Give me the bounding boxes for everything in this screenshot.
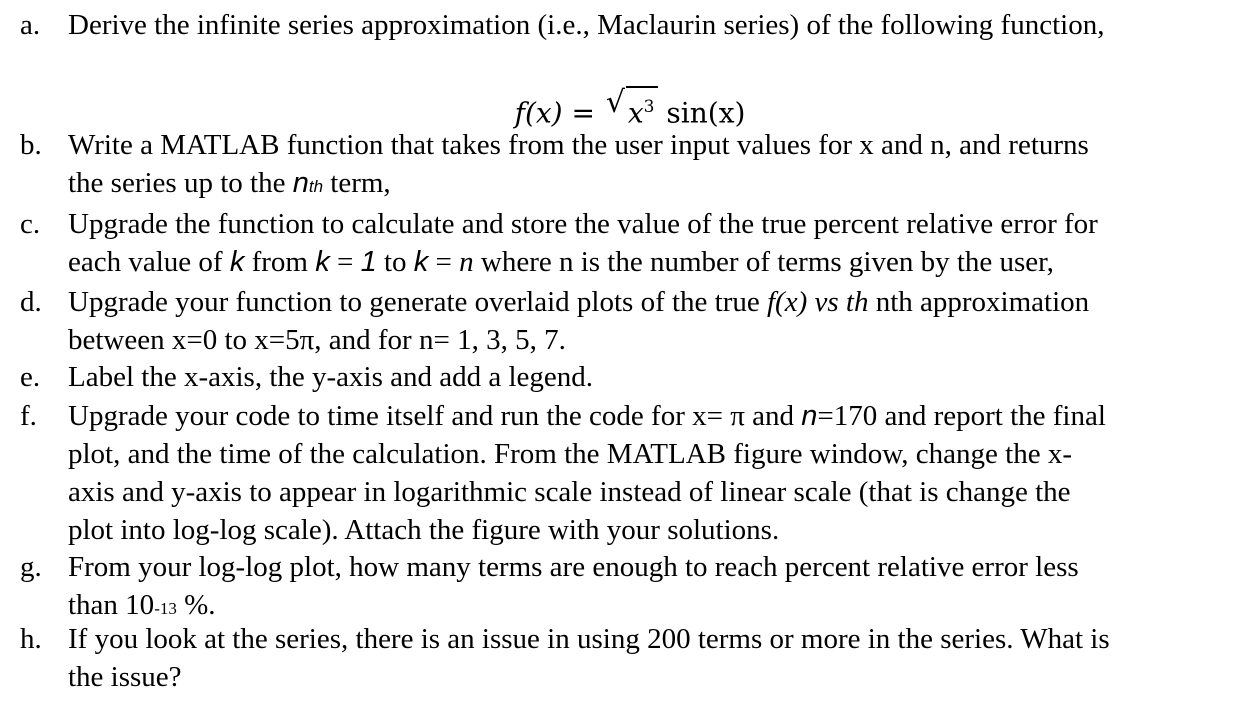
text-span: term, [330, 167, 391, 199]
k-symbol: k [413, 246, 429, 278]
text-span: to [383, 246, 407, 278]
item-text: Label the x-axis, the y-axis and add a legend. [68, 361, 594, 393]
radicand-exponent: 3 [643, 97, 655, 117]
text-span: Upgrade your code to time itself and run the code for x= π and [68, 400, 794, 432]
formula-rhs: sin(x) [666, 96, 746, 130]
formula-lhs: f(x) [514, 96, 563, 130]
item-text: plot, and the time of the calculation. From the MATLAB figure window, change the x- [68, 438, 1073, 470]
formula-equals: = [571, 96, 595, 130]
text-span: from [251, 246, 308, 278]
n-symbol: n [292, 167, 309, 199]
text-span: Upgrade your function to generate overlaid plots of the true [68, 286, 760, 318]
item-marker: h. [20, 623, 42, 655]
radical-sign: √ [605, 85, 625, 120]
exponent: -13 [154, 599, 177, 618]
item-text: From your log-log plot, how many terms are enough to reach percent relative error less [68, 551, 1079, 583]
item-text: If you look at the series, there is an issue in using 200 terms or more in the series. What is [68, 623, 1110, 655]
n-symbol: n [459, 246, 474, 278]
item-marker: d. [20, 286, 42, 318]
item-marker: e. [20, 361, 41, 393]
item-text [68, 586, 1228, 624]
th-suffix: th [308, 177, 324, 196]
item-text: between x=0 to x=5π, and for n= 1, 3, 5, 7. [68, 324, 566, 356]
item-text: Upgrade the function to calculate and store the value of the true percent relative error for [68, 208, 1098, 240]
item-text: plot into log-log scale). Attach the figure with your solutions. [68, 514, 780, 546]
equals-sign: = [336, 246, 354, 278]
item-text: the issue? [68, 661, 182, 693]
text-span: where n is the number of terms given by the user, [480, 246, 1054, 278]
radicand-base: x [627, 96, 644, 130]
item-text: axis and y-axis to appear in logarithmic scale instead of linear scale (that is change the [68, 476, 1071, 508]
item-text [68, 283, 1228, 321]
text-span: nth approximation [875, 286, 1090, 318]
item-marker: a. [20, 9, 41, 41]
italic-text: f(x) vs th [767, 286, 869, 318]
text-span: each value of [68, 246, 223, 278]
item-text [68, 397, 1228, 435]
item-marker: f. [20, 400, 37, 432]
item-text: Write a MATLAB function that takes from the user input values for x and n, and returns [68, 129, 1089, 161]
n-symbol: n [801, 400, 818, 432]
item-text [68, 164, 1228, 202]
k-symbol: k [315, 246, 330, 278]
one-symbol: 1 [360, 246, 377, 278]
item-text [68, 243, 1228, 281]
k-symbol: k [229, 246, 245, 278]
item-marker: c. [20, 208, 41, 240]
text-span: =170 and report the final [817, 400, 1106, 432]
text-span: than 10 [68, 589, 155, 621]
item-text: Derive the infinite series approximation (i.e., Maclaurin series) of the following function, [68, 9, 1105, 41]
item-marker: g. [20, 551, 42, 583]
text-span: %. [184, 589, 216, 621]
text-span: the series up to the [68, 167, 286, 199]
equals-sign: = [435, 246, 452, 278]
item-marker: b. [20, 129, 42, 161]
